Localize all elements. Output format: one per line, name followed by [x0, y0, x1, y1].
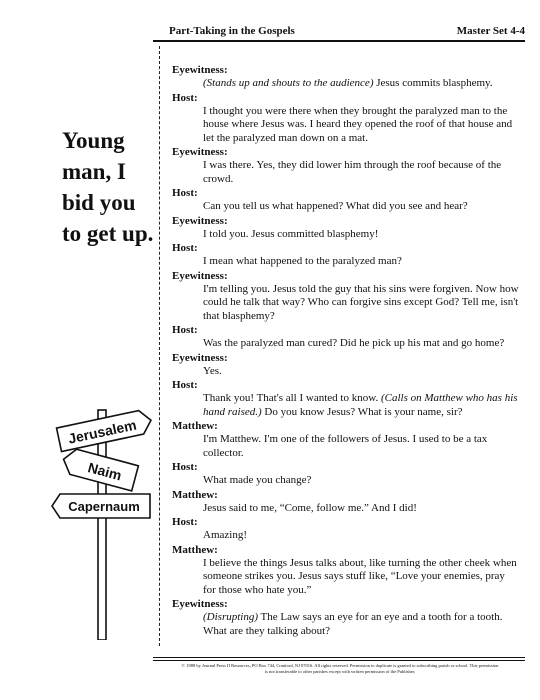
pull-quote: Young man, I bid you to get up. [62, 128, 154, 246]
spoken-text: What made you change? [203, 474, 312, 486]
speaker-name: Eyewitness: [172, 351, 228, 364]
spoken-text: Do you know Jesus? What is your name, sir? [261, 405, 463, 418]
speaker-name: Eyewitness: [172, 269, 228, 282]
script-dialogue [172, 64, 520, 639]
page-header [153, 24, 525, 42]
speaker-name: Host: [172, 379, 198, 391]
spoken-text: I'm telling you. Jesus told the guy that his sins were forgiven. Now how could he talk that way? Who can forgive sins except God? Tell me, isn't that blasphemy? [203, 282, 519, 322]
sign-capernaum-label: Capernaum [68, 499, 140, 514]
header-title: Part-Taking in the Gospels [169, 25, 295, 37]
dialogue-line [203, 611, 520, 638]
stage-direction: (Calls on Matthew who has his hand raised.) [203, 392, 518, 418]
speaker-name: Host: [172, 516, 198, 528]
spoken-text: Jesus said to me, “Come, follow me.” And I did! [203, 501, 417, 514]
dialogue-line [203, 228, 520, 242]
sign-capernaum [52, 494, 150, 518]
spoken-text: Was the paralyzed man cured? Did he pick up his mat and go home? [203, 337, 505, 349]
spoken-text: I was there. Yes, they did lower him through the roof because of the crowd. [203, 159, 502, 185]
dialogue-line [203, 502, 520, 516]
spoken-text: I thought you were there when they brought the paralyzed man to the house where Jesus was. I heard they opened the roof of that house and let the paralyzed man down on a mat. [203, 104, 513, 144]
spoken-text: I mean what happened to the paralyzed man? [203, 255, 402, 267]
speaker-name: Host: [172, 91, 198, 104]
spoken-text: I'm Matthew. I'm one of the followers of Jesus. I used to be a tax collector. [203, 433, 488, 459]
dialogue-line [203, 77, 520, 91]
dialogue-line [203, 337, 520, 351]
spoken-text: I believe the things Jesus talks about, like turning the other cheek when someone strikes you. Jesus says stuff like, “Love your enemies, pray for those who hate you.” [203, 556, 517, 596]
dialogue-line [203, 474, 520, 488]
spoken-text: I told you. Jesus committed blasphemy! [203, 227, 379, 240]
spoken-text: Can you tell us what happened? What did you see and hear? [203, 200, 468, 212]
speaker-name: Eyewitness: [172, 146, 228, 158]
speaker-name: Eyewitness: [172, 598, 228, 610]
speaker-name: Matthew: [172, 488, 218, 501]
stage-direction: (Disrupting) [203, 611, 258, 623]
spoken-text: The Law says an eye for an eye and a tooth for a tooth. What are they talking about? [203, 611, 503, 637]
dialogue-line [203, 105, 520, 146]
sign-naim-label: Naim [86, 459, 124, 484]
dialogue-line [203, 433, 520, 460]
dialogue-line [203, 529, 520, 543]
footer-rule-thin [153, 660, 525, 661]
spoken-text: Yes. [203, 364, 222, 377]
speaker-name: Host: [172, 242, 198, 254]
header-master-set: Master Set 4-4 [456, 25, 525, 37]
signpost-illustration [50, 390, 160, 640]
dialogue-line [203, 255, 520, 269]
dialogue-line [203, 200, 520, 214]
spoken-text: Thank you! That's all I wanted to know. [203, 392, 381, 404]
speaker-name: Host: [172, 324, 198, 336]
speaker-name: Eyewitness: [172, 64, 228, 76]
dialogue-line [203, 159, 520, 186]
speaker-name: Host: [172, 461, 198, 473]
dialogue-line [203, 392, 520, 419]
speaker-name: Matthew: [172, 543, 218, 556]
speaker-name: Matthew: [172, 420, 218, 432]
spoken-text: Jesus commits blasphemy. [373, 77, 493, 89]
copyright-notice: © 1988 by Journal Press II Resources, PO Box 744, Cranford, NJ 07016. All rights reserved. Permission to duplicate is granted to subscribing parish or school. This permission is not transferable to other parishes except with written permission of the Publisher. [181, 663, 499, 674]
sign-jerusalem-label: Jerusalem [66, 416, 138, 447]
speaker-name: Host: [172, 187, 198, 199]
signpost-pole [98, 410, 106, 640]
dialogue-line [203, 365, 520, 379]
footer-rule [153, 657, 525, 658]
stage-direction: (Stands up and shouts to the audience) [203, 77, 374, 89]
speaker-name: Eyewitness: [172, 214, 228, 227]
spoken-text: Amazing! [203, 529, 247, 541]
dialogue-line [203, 283, 520, 324]
page-footer [0, 657, 540, 687]
dialogue-line [203, 557, 520, 598]
